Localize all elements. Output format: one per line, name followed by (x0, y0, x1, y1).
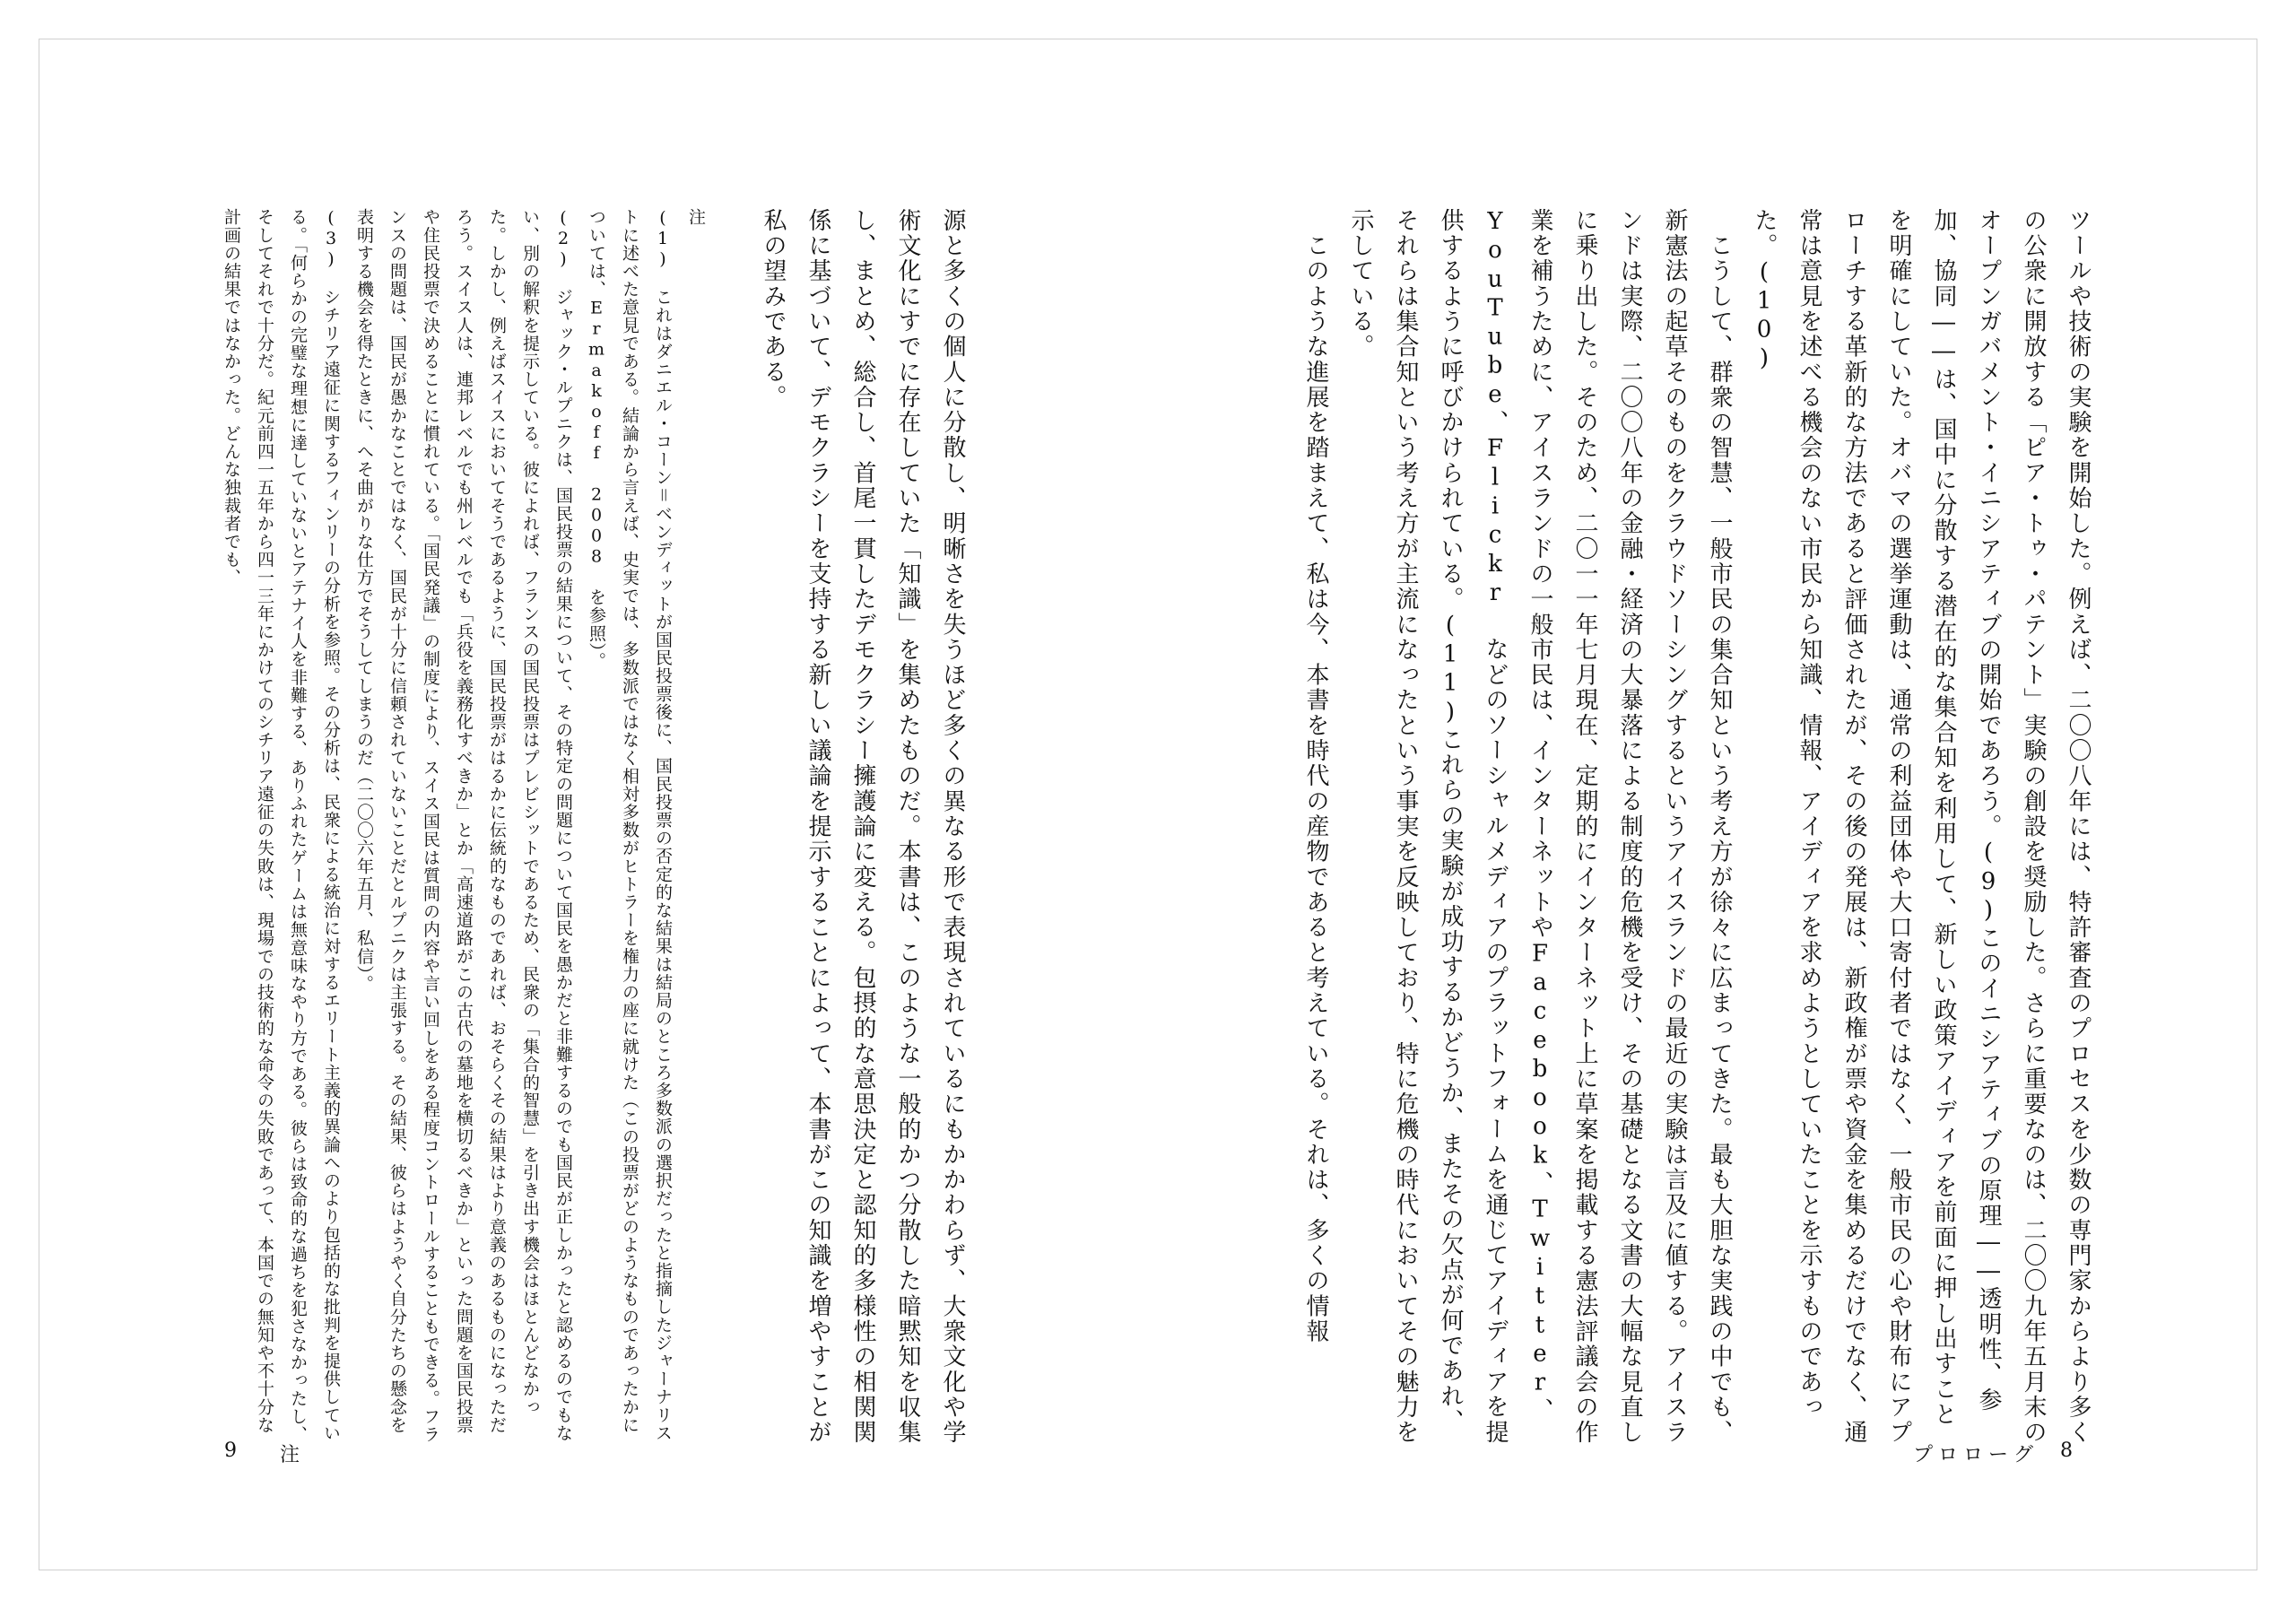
note-2: (2) ジャック・ルプニクは、国民投票の結果について、その特定の問題について国民を愚かだと非難するのでも国民が正しかったと認めるのでもない、別の解釈を提示している。彼によれば、フランスの国民投票はプレビシットであるため、民衆の「集合的智慧」を引き出す機会はほとんどなかった。しかし、例えばスイスにおいてそうであるように、国民投票がはるかに伝統的なものであれば、おそらくその結果はより意義のあるものになっただろう。スイス人は、連邦レベルでも州レベルでも「兵役を義務化すべきか」とか「高速道路がこの古代の墓地を横切るべきか」といった問題を国民投票や住民投票で決めることに慣れている。「国民発議」の制度により、スイス国民は質問の内容や言い回しをある程度コントロールすることもできる。フランスの問題は、国民が愚かなことではなく、国民が十分に信頼されていないことだとルプニクは主張する。その結果、彼らはようやく自分たちの懸念を表明する機会を得たときに、へそ曲がりな仕方でそうしてしまうのだ（二〇〇六年五月、私信）。 (354, 208, 573, 1444)
book-gutter (1148, 39, 1149, 1570)
page-number-8: 8 (2060, 1439, 2074, 1462)
running-head-prologue: プロローグ (1913, 1444, 2039, 1466)
note-1: (1) これはダニエル・コーン＝ベンディットが国民投票後に、国民投票の否定的な結果は結局のところ多数派の選択だったと指摘したジャーナリストに述べた意見である。結論から言えば、史実では、多数派ではなく相対多数がヒトラーを権力の座に就けた（この投票がどのようなものであったかについては、Ermakoff 2008 を参照）。 (587, 208, 673, 1442)
running-head-notes: 注 (280, 1444, 302, 1466)
prologue-body-text: ツールや技術の実験を開始した。例えば、二〇〇八年には、特許審査のプロセスを少数の専門家からより多くの公衆に開放する「ピア・トゥ・パテント」実験の創設を奨励した。さらに重要なのは、二〇〇九年五月末のオープンガバメント・イニシアティブの開始であろう。(9)このイニシアティブの原理――透明性、参加、協同――は、国中に分散する潜在的な集合知を利用して、新しい政策アイディアを前面に押し出すことを明確にしていた。オバマの選挙運動は、通常の利益団体や大口寄付者ではなく、一般市民の心や財布にアプローチする革新的な方法であると評価されたが、その後の発展は、新政権が票や資金を集めるだけでなく、通常は意見を述べる機会のない市民から知識、情報、アイディアを求めようとしていたことを示すものであった。(10) こうして、群衆の智慧、一般市民の集合知という考え方が徐々に広まってきた。最も大胆な実践の中でも、新憲法の起草そのものをクラウドソーシングするというアイスランドの最近の実験は言及に値する。アイスランドは実際、二〇〇八年の金融・経済の大暴落による制度的危機を受け、その基礎となる文書の大幅な見直しに乗り出した。そのため、二〇一一年七月現在、定期的にインターネット上に草案を掲載する憲法評議会の作業を補うために、アイスランドの一般市民は、インターネットやFacebook、Twitter、YouTube、Flickr などのソーシャルメディアのプラットフォームを通じてアイディアを提供するように呼びかけられている。(11)これらの実験が成功するかどうか、またその欠点が何であれ、それらは集合知という考え方が主流になったという事実を反映しており、特に危機の時代においてその魅力を示している。 このような進展を踏まえて、私は今、本書を時代の産物であると考えている。それは、多くの情報 (1302, 208, 2092, 1446)
notes-heading: 注 (686, 208, 706, 227)
page-number-9: 9 (224, 1439, 239, 1462)
notes-section (208, 208, 712, 1446)
left-body-text: 源と多くの個人に分散し、明晰さを失うほど多くの異なる形で表現されているにもかかわらず、大衆文化や学術文化にすでに存在していた「知識」を集めたものだ。本書は、このような一般的かつ分散した暗黙知を収集し、まとめ、総合し、首尾一貫したデモクラシー擁護論に変える。包摂的な意思決定と認知的多様性の相関関係に基づいて、デモクラシーを支持する新しい議論を提示することによって、本書がこの知識を増やすことが私の望みである。 (760, 208, 966, 1446)
note-3: (3) シチリア遠征に関するフィンリーの分析を参照。その分析は、民衆による統治に対するエリート主義的異論へのより包括的な批判を提供している。「何らかの完璧な理想に達していないとアテナイ人を非難する、ありふれたゲームは無意味なやり方である。彼らは致命的な過ちを犯さなかったし、そしてそれで十分だ。紀元前四一五年から四一三年にかけてのシチリア遠征の失敗は、現場での技術的な命令の失敗であって、本国での無知や不十分な計画の結果ではなかった。どんな独裁者でも、 (222, 208, 341, 1444)
